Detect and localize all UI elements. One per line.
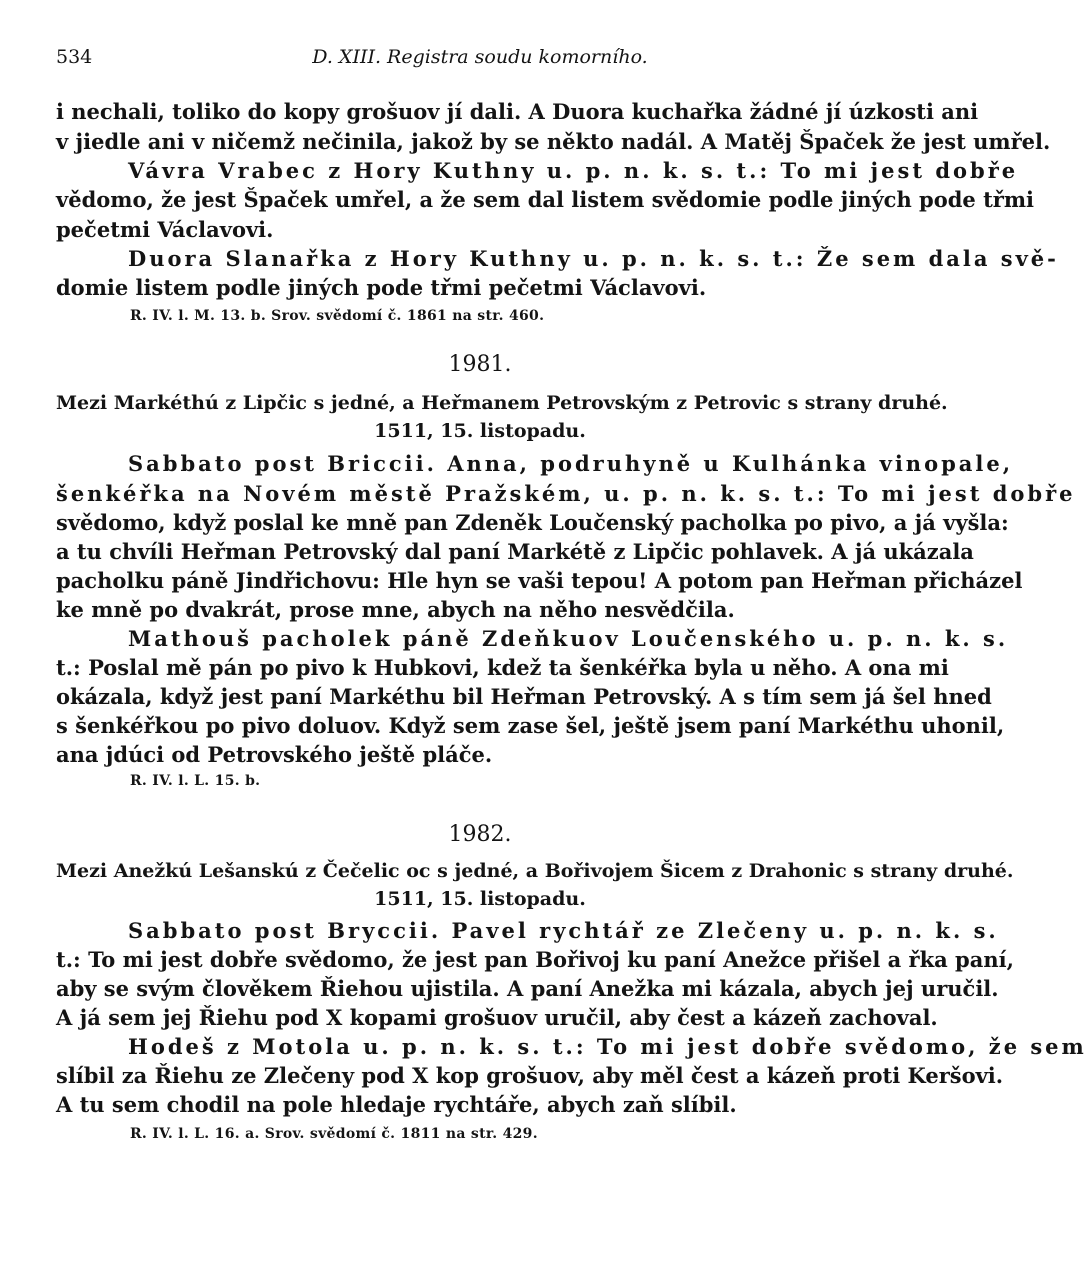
text-line: Vávra Vrabec z Hory Kuthny u. p. n. k. s. t.: To mi jest dobře bbox=[128, 158, 1019, 183]
entry-date: 1511, 15. listopadu. bbox=[374, 888, 586, 910]
entry-date: 1511, 15. listopadu. bbox=[374, 420, 586, 442]
archival-note: R. IV. l. L. 16. a. Srov. svědomí č. 1811 na str. 429. bbox=[130, 1126, 538, 1142]
text-line: pečetmi Václavovi. bbox=[56, 217, 274, 242]
text-line: Hodeš z Motola u. p. n. k. s. t.: To mi jest dobře svědomo, že sem bbox=[128, 1034, 1087, 1059]
archival-note: R. IV. l. L. 15. b. bbox=[130, 773, 261, 789]
text-line: okázala, když jest paní Markéthu bil Heřman Petrovský. A s tím sem já šel hned bbox=[56, 684, 992, 709]
text-line: Duora Slanařka z Hory Kuthny u. p. n. k. s. t.: Že sem dala svě- bbox=[128, 246, 1059, 271]
entry-heading: Mezi Markéthú z Lipčic s jedné, a Heřmanem Petrovským z Petrovic s strany druhé. bbox=[56, 392, 948, 414]
text-line: i nechali, toliko do kopy grošuov jí dali. A Duora kuchařka žádné jí úzkosti ani bbox=[56, 99, 979, 124]
text-line: svědomo, když poslal ke mně pan Zdeněk Loučenský pacholka po pivo, a já vyšla: bbox=[56, 510, 1009, 535]
page-number: 534 bbox=[56, 46, 93, 68]
running-title: D. XIII. Registra soudu komorního. bbox=[312, 46, 648, 68]
text-line: ana jdúci od Petrovského ještě pláče. bbox=[56, 742, 493, 767]
text-line: Mathouš pacholek páně Zdeňkuov Loučenského u. p. n. k. s. bbox=[128, 626, 1009, 651]
text-line: t.: To mi jest dobře svědomo, že jest pan Bořivoj ku paní Anežce přišel a řka paní, bbox=[56, 947, 1014, 972]
text-line: Sabbato post Briccii. Anna, podruhyně u Kulhánka vinopale, bbox=[128, 451, 1014, 476]
text-line: šenkéřka na Novém městě Pražském, u. p. n. k. s. t.: To mi jest dobře bbox=[56, 481, 1076, 506]
text-line: pacholku páně Jindřichovu: Hle hyn se vaši tepou! A potom pan Heřman přicházel bbox=[56, 568, 1023, 593]
text-line: Sabbato post Bryccii. Pavel rychtář ze Zlečeny u. p. n. k. s. bbox=[128, 918, 999, 943]
text-line: ke mně po dvakrát, prose mne, abych na něho nesvědčila. bbox=[56, 597, 735, 622]
text-line: a tu chvíli Heřman Petrovský dal paní Markétě z Lipčic pohlavek. A já ukázala bbox=[56, 539, 974, 564]
text-line: A tu sem chodil na pole hledaje rychtáře, abych zaň slíbil. bbox=[56, 1092, 737, 1117]
text-line: vědomo, že jest Špaček umřel, a že sem dal listem svědomie podle jiných pode třmi bbox=[56, 187, 1035, 212]
text-line: t.: Poslal mě pán po pivo k Hubkovi, kdež ta šenkéřka byla u něho. A ona mi bbox=[56, 655, 949, 680]
page-header bbox=[56, 46, 904, 76]
text-line: aby se svým člověkem Řiehou ujistila. A paní Anežka mi kázala, abych jej uručil. bbox=[56, 976, 999, 1001]
entry-number: 1982. bbox=[448, 822, 512, 847]
text-line: s šenkéřkou po pivo doluov. Když sem zase šel, ještě jsem paní Markéthu uhonil, bbox=[56, 713, 1005, 738]
text-line: domie listem podle jiných pode třmi pečetmi Václavovi. bbox=[56, 275, 707, 300]
text-line: v jiedle ani v ničemž nečinila, jakož by se někto nadál. A Matěj Špaček že jest umřel. bbox=[56, 129, 1051, 154]
entry-number: 1981. bbox=[448, 352, 512, 377]
archival-note: R. IV. l. M. 13. b. Srov. svědomí č. 1861 na str. 460. bbox=[130, 308, 545, 324]
text-line: A já sem jej Řiehu pod X kopami grošuov uručil, aby čest a kázeň zachoval. bbox=[56, 1005, 938, 1030]
text-line: slíbil za Řiehu ze Zlečeny pod X kop grošuov, aby měl čest a kázeň proti Keršovi. bbox=[56, 1063, 1004, 1088]
entry-heading: Mezi Anežkú Lešanskú z Čečelic oc s jedné, a Bořivojem Šicem z Drahonic s strany druhé. bbox=[56, 860, 1014, 882]
